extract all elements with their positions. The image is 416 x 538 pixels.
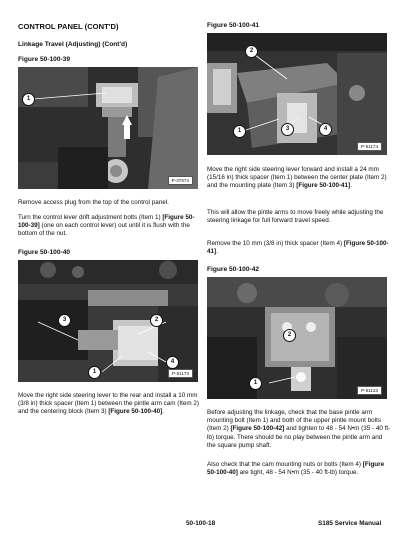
paragraph-text: Move the right side steering lever forward and install a 24 mm (15/16 in) thick spacer (Item 1) between the center plate (Item 2) and the mounting plate (Item 3): [207, 166, 387, 190]
figure-reference: [Figure 50-100-41]: [296, 182, 351, 190]
callout-2: 2: [283, 329, 296, 342]
paragraph: [207, 240, 391, 256]
photo-pintle-arm-bolts: [207, 277, 387, 399]
figure-reference: [Figure 50-100-40]: [108, 408, 163, 416]
callout-4: 4: [166, 356, 179, 369]
paragraph: This will allow the pintle arms to move freely while adjusting the steering linkage for full forward travel speed.: [207, 209, 384, 225]
callout-1: 1: [22, 93, 35, 106]
figure-title-50-100-40: Figure 50-100-40: [18, 249, 71, 256]
paragraph-text: .: [216, 248, 218, 256]
paragraph-text: Move the right side steering lever to the rear and install a 10 mm (3/8 in) thick spacer (Item 1) between the pintle arm cam (Item 2) and the centering block (Item 3): [18, 392, 199, 416]
page-number: 50-100-18: [186, 520, 216, 527]
figure-title-50-100-42: Figure 50-100-42: [207, 266, 260, 273]
manual-title: S185 Service Manual: [318, 520, 382, 527]
photo-code: P-51133: [357, 386, 382, 395]
paragraph: [207, 166, 391, 191]
figure-reference: [Figure 50-100-39]: [18, 214, 195, 230]
figure-photo-50-100-41: [207, 33, 387, 155]
callout-3: 3: [281, 123, 294, 136]
paragraph-text: Also check that the cam mounting nuts or bolts (Item 4): [207, 461, 361, 468]
section-title: CONTROL PANEL (CONT'D): [18, 22, 119, 31]
paragraph-text: .: [162, 408, 164, 416]
photo-control-lever-bolts: [18, 67, 198, 189]
paragraph-text: Remove the 10 mm (3/8 in) thick spacer (Item 4): [207, 240, 343, 247]
paragraph: [207, 409, 391, 450]
paragraph-text: (one on each control lever) out until it is flush with the bottom of the nut.: [18, 222, 190, 238]
photo-code: P-51173: [168, 369, 193, 378]
callout-4: 4: [319, 123, 332, 136]
callout-2: 2: [150, 314, 163, 327]
photo-steering-lever-spacer: [207, 33, 387, 155]
paragraph-text: .: [350, 182, 352, 190]
photo-code: P-37574: [168, 176, 193, 185]
figure-title-50-100-39: Figure 50-100-39: [18, 56, 71, 63]
paragraph: [207, 461, 391, 477]
subsection-title: Linkage Travel (Adjusting) (Cont'd): [18, 41, 128, 48]
photo-code: P-51174: [357, 142, 382, 151]
paragraph: [18, 214, 202, 239]
paragraph-text: are tight, 48 - 54 N•m (35 - 40 ft-lb) torque.: [239, 469, 359, 477]
figure-title-50-100-41: Figure 50-100-41: [207, 22, 260, 29]
paragraph: Remove access plug from the top of the control panel.: [18, 199, 169, 206]
paragraph-text: Before adjusting the linkage, check that the base pintle arm mounting bolt (Item 1) and both of the upper pintle mount bolts (Item 2): [207, 409, 381, 433]
figure-photo-50-100-40: [18, 260, 198, 382]
figure-photo-50-100-42: [207, 277, 387, 399]
callout-1: 1: [249, 377, 262, 390]
figure-reference: [Figure 50-100-42]: [230, 425, 285, 433]
figure-reference: [Figure 50-100-40]: [207, 461, 385, 477]
callout-3: 3: [58, 314, 71, 327]
callout-1: 1: [88, 366, 101, 379]
figure-reference: [Figure 50-100-41]: [207, 240, 389, 256]
paragraph-text: Turn the control lever drift adjustment bolts (Item 1): [18, 214, 161, 221]
paragraph-text: and tighten to 48 - 54 N•m (35 - 40 ft-lb) torque. There should be no play between the pintle arm and the square pump shaft.: [207, 425, 391, 449]
callout-1: 1: [233, 125, 246, 138]
figure-photo-50-100-39: [18, 67, 198, 189]
paragraph: [18, 392, 202, 417]
callout-2: 2: [245, 45, 258, 58]
